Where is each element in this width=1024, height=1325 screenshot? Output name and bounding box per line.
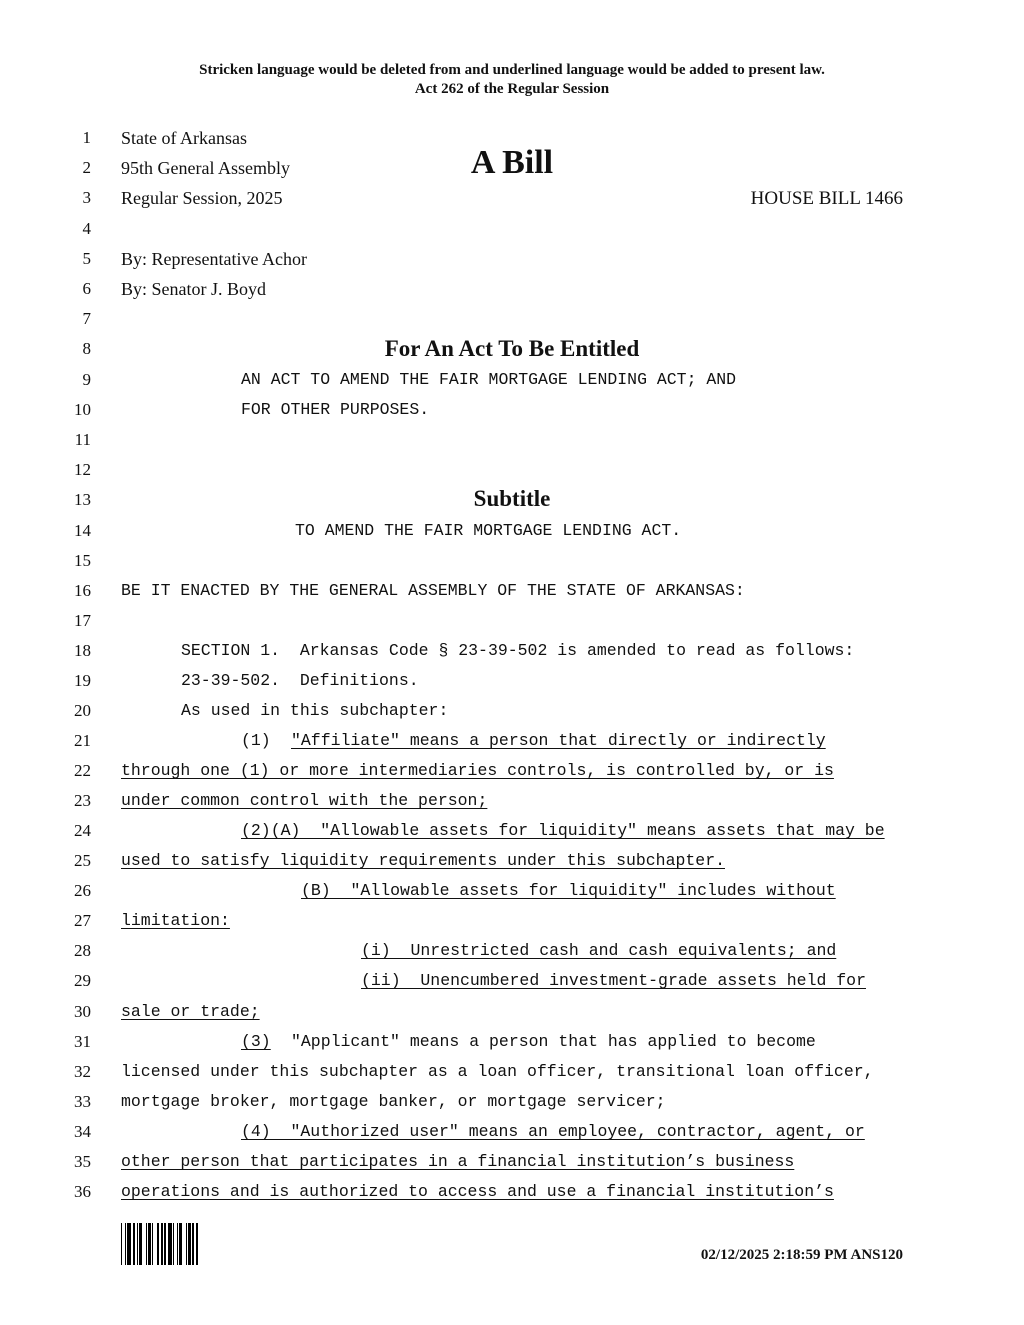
line-number: 19 — [74, 671, 91, 690]
act-text: Act 262 of the Regular Session — [414, 81, 610, 97]
line-number: 28 — [74, 941, 91, 960]
affiliate-definition-3: under common control with the person; — [121, 791, 488, 810]
barcode-image — [121, 1223, 249, 1265]
line-number: 16 — [74, 581, 91, 600]
state-name: State of Arkansas — [121, 128, 247, 148]
line-number: 8 — [82, 339, 91, 358]
code-section-title: 23-39-502. Definitions. — [181, 671, 419, 690]
line-number: 30 — [74, 1002, 91, 1021]
page-header — [0, 61, 1024, 99]
line-number: 18 — [74, 641, 91, 660]
sponsor-house: By: Representative Achor — [121, 249, 307, 269]
line-number: 7 — [82, 309, 91, 328]
line-number: 33 — [74, 1092, 91, 1111]
line-number: 13 — [74, 490, 91, 509]
assembly-name: 95th General Assembly — [121, 158, 290, 178]
line-number: 21 — [74, 731, 91, 750]
entitled-heading: For An Act To Be Entitled — [384, 336, 640, 361]
notice-text: Stricken language would be deleted from and underlined language would be added to present law. — [199, 62, 825, 78]
line-number: 26 — [74, 881, 91, 900]
authorized-user-definition-3: operations and is authorized to access and use a financial institution’s — [121, 1182, 834, 1201]
liquidity-definition-2: used to satisfy liquidity requirements under this subchapter. — [121, 851, 725, 870]
paragraph-1-number: (1) — [241, 731, 271, 750]
liquidity-item-ii-1: (ii) Unencumbered investment-grade assets held for — [361, 971, 866, 990]
definitions-intro: As used in this subchapter: — [181, 701, 449, 720]
line-number: 25 — [74, 851, 91, 870]
line-number: 17 — [74, 611, 91, 630]
affiliate-definition-2: through one (1) or more intermediaries controls, is controlled by, or is — [121, 761, 834, 780]
line-number: 2 — [82, 158, 91, 177]
line-number: 12 — [74, 460, 91, 479]
section-1-heading: SECTION 1. Arkansas Code § 23-39-502 is amended to read as follows: — [181, 641, 855, 660]
footer-timestamp: 02/12/2025 2:18:59 PM ANS120 — [700, 1247, 903, 1263]
line-number: 1 — [82, 128, 91, 147]
line-number: 14 — [74, 521, 91, 540]
line-number: 24 — [74, 821, 91, 840]
liquidity-item-i: (i) Unrestricted cash and cash equivalents; and — [361, 941, 837, 960]
liquidity-includes-2: limitation: — [121, 911, 230, 930]
authorized-user-definition-2: other person that participates in a financial institution’s business — [121, 1152, 795, 1171]
entitled-line-1: AN ACT TO AMEND THE FAIR MORTGAGE LENDING ACT; AND — [241, 370, 737, 389]
applicant-definition-1: "Applicant" means a person that has applied to become — [291, 1032, 816, 1051]
line-number: 29 — [74, 971, 91, 990]
liquidity-includes-1: (B) "Allowable assets for liquidity" includes without — [301, 881, 836, 900]
line-number: 10 — [74, 400, 91, 419]
line-number: 27 — [74, 911, 91, 930]
line-number: 36 — [74, 1182, 91, 1201]
line-number: 34 — [74, 1122, 91, 1141]
line-number: 6 — [82, 279, 91, 298]
authorized-user-definition-1: (4) "Authorized user" means an employee, contractor, agent, or — [241, 1122, 865, 1141]
line-number: 23 — [74, 791, 91, 810]
sponsor-senate: By: Senator J. Boyd — [121, 279, 267, 299]
line-number: 35 — [74, 1152, 91, 1171]
entitled-line-2: FOR OTHER PURPOSES. — [241, 400, 430, 419]
bill-title: A Bill — [470, 144, 554, 181]
liquidity-item-ii-2: sale or trade; — [121, 1002, 260, 1021]
subtitle-heading: Subtitle — [473, 486, 551, 511]
line-number: 5 — [82, 249, 91, 268]
line-number: 15 — [74, 551, 91, 570]
applicant-definition-2: licensed under this subchapter as a loan officer, transitional loan officer, — [121, 1062, 874, 1081]
liquidity-definition-1: (2)(A) "Allowable assets for liquidity" means assets that may be — [241, 821, 885, 840]
paragraph-3-number: (3) — [241, 1032, 271, 1051]
subtitle-text: TO AMEND THE FAIR MORTGAGE LENDING ACT. — [295, 521, 682, 540]
line-number: 22 — [74, 761, 91, 780]
bill-number: HOUSE BILL 1466 — [750, 188, 903, 209]
applicant-definition-3: mortgage broker, mortgage banker, or mortgage servicer; — [121, 1092, 666, 1111]
line-number: 32 — [74, 1062, 91, 1081]
line-number: 4 — [82, 219, 91, 238]
line-number: 9 — [82, 370, 91, 389]
affiliate-definition-1: "Affiliate" means a person that directly or indirectly — [291, 731, 826, 750]
line-number: 31 — [74, 1032, 91, 1051]
line-number: 3 — [82, 188, 91, 207]
session-name: Regular Session, 2025 — [121, 188, 283, 208]
enacting-clause: BE IT ENACTED BY THE GENERAL ASSEMBLY OF THE STATE OF ARKANSAS: — [121, 581, 745, 600]
line-number: 11 — [74, 430, 91, 449]
line-number: 20 — [74, 701, 91, 720]
